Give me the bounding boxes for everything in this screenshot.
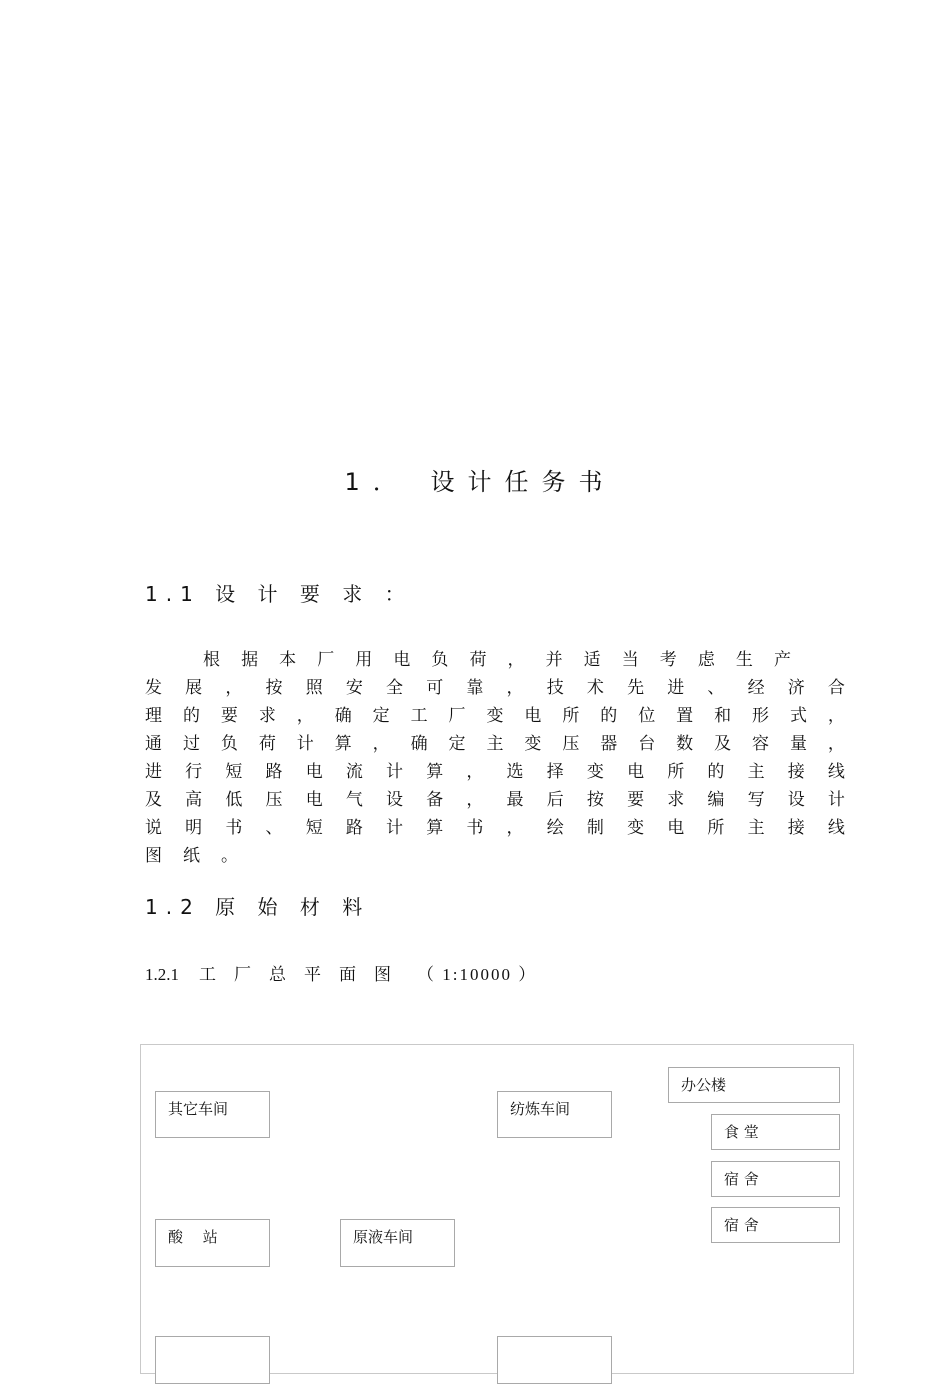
paragraph-line: 通 过 负 荷 计 算 ， 确 定 主 变 压 器 台 数 及 容 量 ，	[145, 734, 845, 754]
building-dormitory-2: 宿 舍	[711, 1207, 840, 1243]
building-partial-center	[497, 1336, 612, 1384]
subsection-title: 工厂总平面图	[199, 965, 409, 984]
building-other-workshop: 其它车间	[155, 1091, 270, 1138]
paragraph-line: 发 展 ， 按 照 安 全 可 靠 ， 技 术 先 进 、 经 济 合	[145, 678, 845, 698]
section-heading-materials: 1.2 原 始 材 料	[145, 895, 371, 919]
building-acid-station: 酸 站	[155, 1219, 270, 1267]
paragraph-line: 进 行 短 路 电 流 计 算 ， 选 择 变 电 所 的 主 接 线	[145, 762, 845, 782]
paragraph-line: 图 纸 。	[145, 846, 238, 866]
chapter-title: 1． 设计任务书	[344, 468, 616, 496]
paragraph-line: 说 明 书 、 短 路 计 算 书 ， 绘 制 变 电 所 主 接 线	[145, 818, 845, 838]
building-partial-left	[155, 1336, 270, 1384]
building-spinning-workshop: 纺炼车间	[497, 1091, 612, 1138]
paragraph-line: 理 的 要 求 ， 确 定 工 厂 变 电 所 的 位 置 和 形 式 ，	[145, 706, 845, 726]
site-plan-frame	[140, 1044, 854, 1374]
subsection-heading	[145, 960, 537, 985]
building-dormitory-1: 宿 舍	[711, 1161, 840, 1197]
subsection-number: 1.2.1	[145, 965, 179, 984]
paragraph-line: 及 高 低 压 电 气 设 备 ， 最 后 按 要 求 编 写 设 计	[145, 790, 845, 810]
subsection-scale: （ 1:10000 ）	[417, 965, 538, 984]
section-heading-requirements: 1.1 设 计 要 求 ：	[145, 582, 413, 606]
building-raw-liquid-workshop: 原液车间	[340, 1219, 455, 1267]
building-canteen: 食 堂	[711, 1114, 840, 1150]
paragraph-line: 根 据 本 厂 用 电 负 荷 ， 并 适 当 考 虑 生 产	[203, 650, 791, 670]
building-office: 办公楼	[668, 1067, 840, 1103]
